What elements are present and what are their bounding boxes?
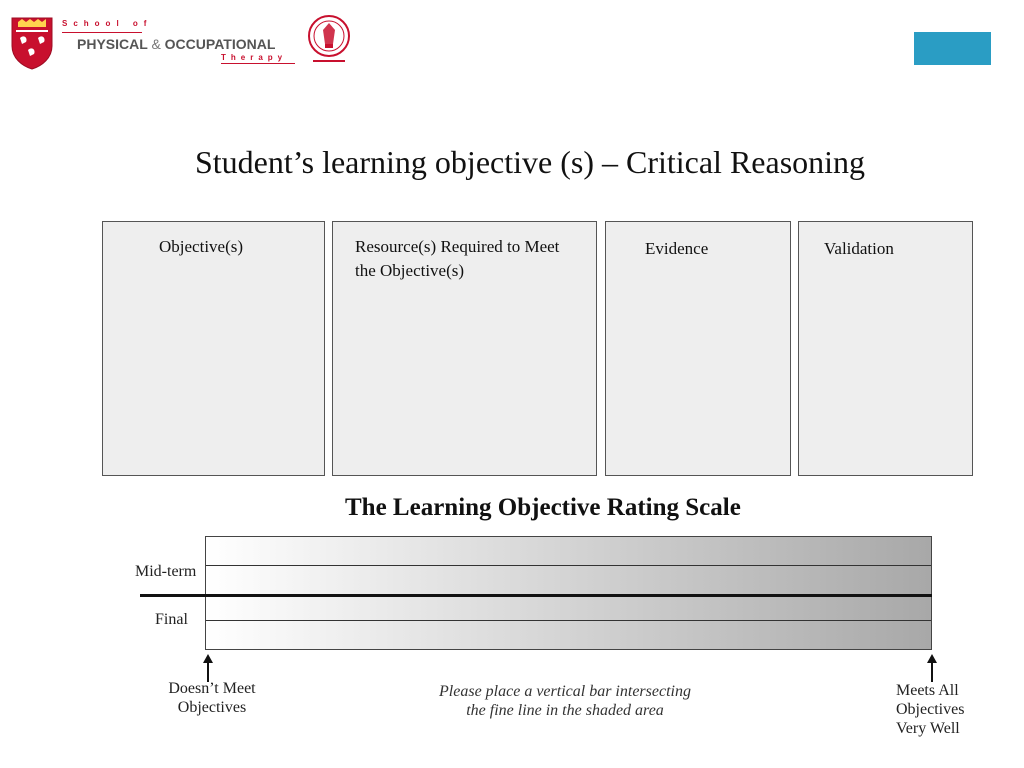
divider [221,63,295,64]
university-seal-icon [305,14,353,66]
divider [62,32,142,33]
midterm-fine-line[interactable] [206,565,931,566]
resources-box[interactable] [332,221,597,476]
therapy-label: Therapy [221,53,288,62]
midterm-row-label: Mid-term [135,563,197,580]
school-name: PHYSICAL & OCCUPATIONAL [77,36,276,52]
evidence-label: Evidence [645,239,709,258]
up-arrow-icon [927,654,937,682]
objectives-label: Objective(s) [159,237,244,256]
doesnt-meet-label: Doesn’t Meet Objectives [168,680,256,716]
evidence-box[interactable] [605,221,791,476]
final-fine-line[interactable] [206,620,931,621]
final-row-label: Final [155,611,188,628]
resources-label: Resource(s) Required to Meet the Objective(s) [355,237,560,280]
up-arrow-icon [203,654,213,682]
validation-box[interactable] [798,221,973,476]
instruction-text: Please place a vertical bar intersecting the fine line in the shaded area [439,683,691,719]
objectives-box[interactable] [102,221,325,476]
validation-label: Validation [824,239,894,258]
school-of-label: School of [62,19,153,28]
accent-block [914,32,991,65]
rating-scale-shaded-area[interactable] [205,536,932,650]
divider-line [140,594,932,597]
rating-scale-title: The Learning Objective Rating Scale [345,494,741,521]
meets-all-label: Meets All Objectives Very Well [896,682,965,737]
page-title: Student’s learning objective (s) – Critical Reasoning [194,144,866,180]
mcgill-crest-icon [10,16,54,70]
